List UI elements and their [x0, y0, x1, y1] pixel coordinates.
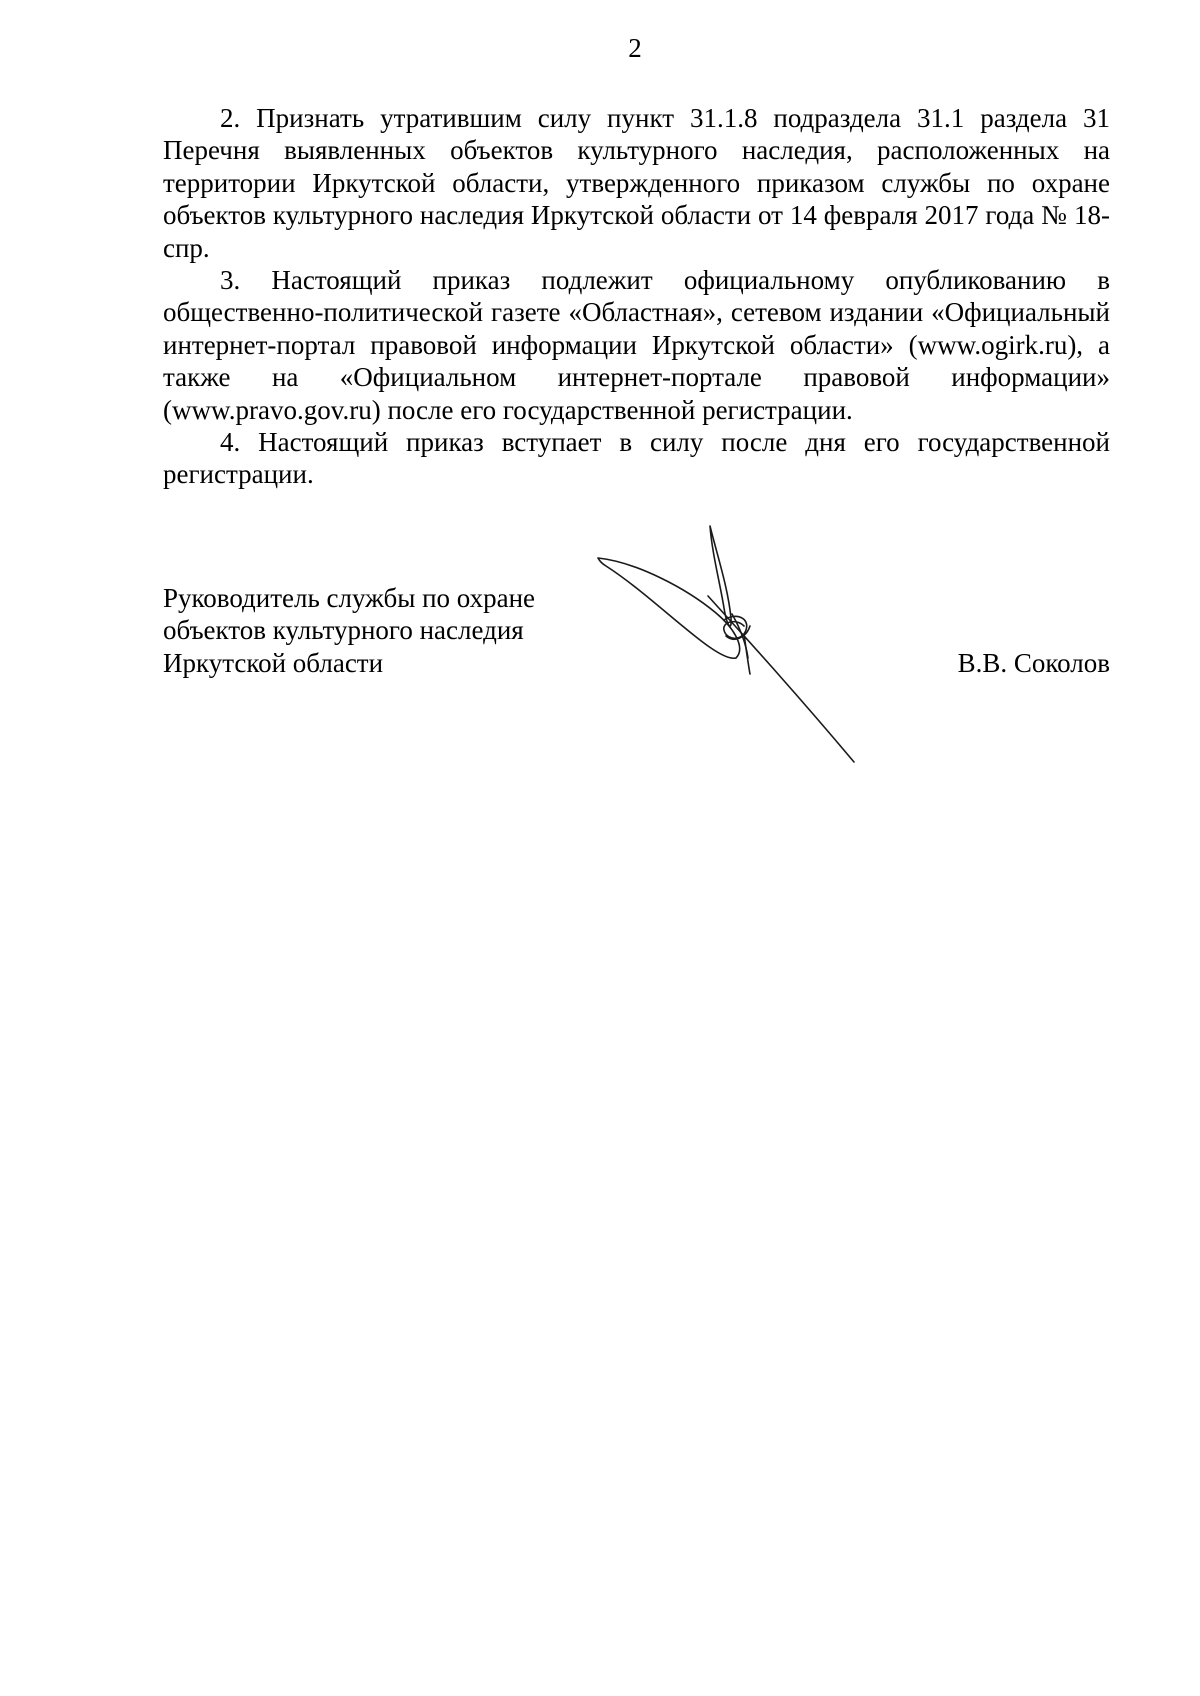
- signatory-name: В.В. Соколов: [957, 647, 1110, 678]
- signatory-title-line: объектов культурного наследия: [163, 615, 524, 646]
- document-body: [163, 102, 1110, 491]
- signature-block: [163, 582, 1110, 782]
- paragraph-item-2: 2. Признать утратившим силу пункт 31.1.8 подраздела 31.1 раздела 31 Перечня выявленных объектов культурного наследия, расположенных на территории Иркутской области, утвержденного приказом службы по охране объектов культурного наследия Иркутской области от 14 февраля 2017 года № 18-спр.: [163, 103, 1110, 263]
- paragraph-item-4: 4. Настоящий приказ вступает в силу после дня его государственной регистрации.: [163, 427, 1110, 490]
- signatory-title: [163, 582, 535, 679]
- signatory-title-line: Иркутской области: [163, 647, 384, 678]
- paragraph-item-3: 3. Настоящий приказ подлежит официальному опубликованию в общественно-политической газете «Областная», сетевом издании «Официальный интернет-портал правовой информации Иркутской области» (www.ogirk.ru), а также на «Официальном интернет-портале правовой информации» (www.pravo.gov.ru) после его государственной регистрации.: [163, 265, 1110, 425]
- signatory-title-line: Руководитель службы по охране: [163, 583, 536, 613]
- page-number: 2: [628, 33, 642, 63]
